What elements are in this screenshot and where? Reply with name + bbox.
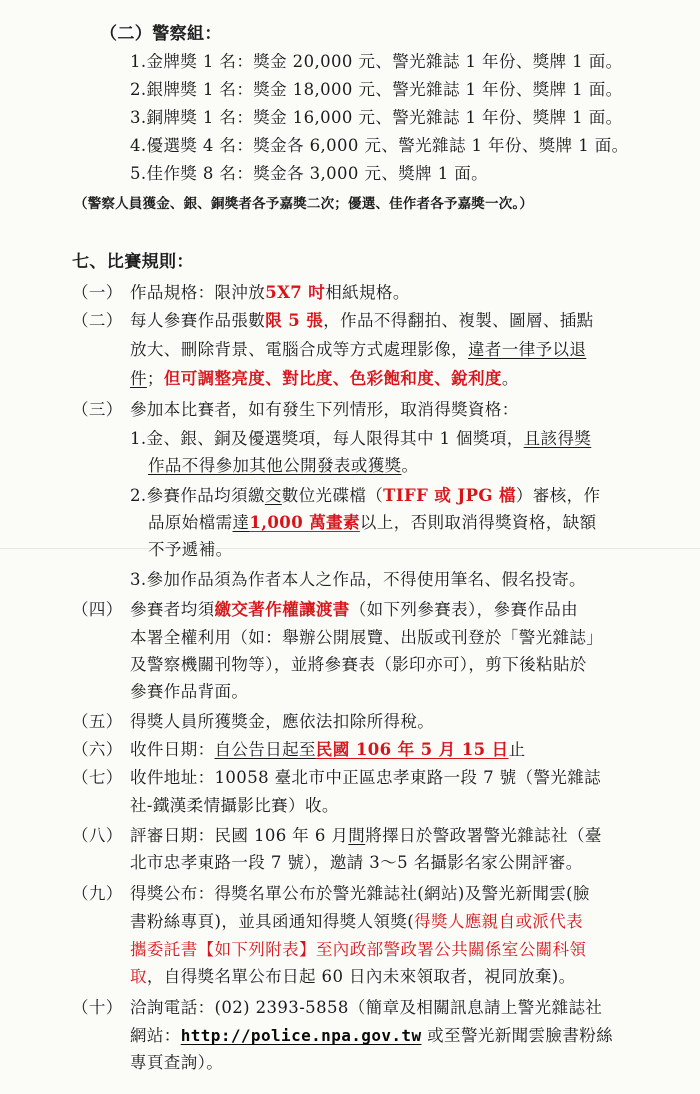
rule-8-number: （八） xyxy=(72,826,123,845)
rule-5-number: （五） xyxy=(72,712,123,731)
rule-9-line-2: 書粉絲專頁)，並具函通知得獎人領獎(得獎人應親自或派代表 xyxy=(130,912,584,931)
rule-10-line-3: 專頁查詢）。 xyxy=(130,1053,224,1072)
rule-7-line-2: 社-鐵漢柔情攝影比賽）收。 xyxy=(130,796,339,815)
police-website-link[interactable]: http://police.npa.gov.tw xyxy=(180,1026,422,1045)
rule-9-line-1: 得獎公布：得獎名單公布於警光雜誌社(網站)及警光新聞雲(臉 xyxy=(130,884,590,903)
rule-4-line-2: 本署全權利用（如：舉辦公開展覽、出版或刊登於「警光雜誌」 xyxy=(130,628,604,647)
rule-9-line-4: 取，自得獎名單公布日起 60 日內未來領取者，視同放棄)。 xyxy=(130,967,576,986)
rule-4-line-3: 及警察機關刊物等），並將參賽表（影印亦可），剪下後粘貼於 xyxy=(130,655,587,674)
rule-8-line-1: 評審日期：民國 106 年 6 月間將擇日於警政署警光雜誌社（臺 xyxy=(130,826,602,845)
prize-honorable: 5.佳作獎 8 名：獎金各 3,000 元、獎牌 1 面。 xyxy=(130,164,489,183)
rule-6-text: 收件日期：自公告日起至民國 106 年 5 月 15 日止 xyxy=(130,740,526,759)
rule-7-line-1: 收件地址：10058 臺北市中正區忠孝東路一段 7 號（警光雜誌 xyxy=(130,768,602,787)
rule-2-line-2: 放大、刪除背景、電腦合成等方式處理影像，違者一律予以退 xyxy=(130,340,587,359)
rule-7-number: （七） xyxy=(72,768,123,787)
rule-10-number: （十） xyxy=(72,998,123,1017)
prize-bronze: 3.銅牌獎 1 名：獎金 16,000 元、警光雜誌 1 年份、獎牌 1 面。 xyxy=(130,108,623,127)
rule-3-item-2-cont-2: 不予遞補。 xyxy=(148,540,233,559)
paper-fold-line xyxy=(0,548,700,549)
rule-9-line-3: 攜委託書【如下列附表】至內政部警政署公共關係室公關科領 xyxy=(130,940,587,959)
rule-9-number: （九） xyxy=(72,884,123,903)
rule-8-line-2: 北市忠孝東路一段 7 號），邀請 3～5 名攝影名家公開評審。 xyxy=(130,853,583,872)
prize-merit: 4.優選獎 4 名：獎金各 6,000 元、警光雜誌 1 年份、獎牌 1 面。 xyxy=(130,136,629,155)
rule-3-item-2: 2.參賽作品均須繳交數位光碟檔（TIFF 或 JPG 檔）審核，作 xyxy=(130,486,601,505)
rule-3-number: （三） xyxy=(72,400,123,419)
prize-gold: 1.金牌獎 1 名：獎金 20,000 元、警光雜誌 1 年份、獎牌 1 面。 xyxy=(130,52,623,71)
rule-10-line-1: 洽詢電話：(02) 2393-5858（簡章及相關訊息請上警光雜誌社 xyxy=(130,998,603,1017)
rule-4-line-4: 參賽作品背面。 xyxy=(130,682,249,701)
rule-3-intro: 參加本比賽者，如有發生下列情形，取消得獎資格： xyxy=(130,400,519,419)
rule-1-number: （一） xyxy=(72,283,123,302)
rule-3-item-3: 3.參加作品須為作者本人之作品，不得使用筆名、假名投寄。 xyxy=(130,570,586,589)
rule-3-item-2-cont: 品原始檔需達1,000 萬畫素以上，否則取消得獎資格，缺額 xyxy=(148,513,597,532)
police-group-heading: （二）警察組： xyxy=(100,24,222,44)
rule-4-line-1: 參賽者均須繳交著作權讓渡書（如下列參賽表），參賽作品由 xyxy=(130,600,579,619)
rule-5-text: 得獎人員所獲獎金，應依法扣除所得稅。 xyxy=(130,712,435,731)
rule-10-line-2: 網站：http://police.npa.gov.tw 或至警光新聞雲臉書粉絲 xyxy=(130,1026,614,1045)
rule-2-line-3: 件；但可調整亮度、對比度、色彩飽和度、銳利度。 xyxy=(130,369,519,388)
rule-3-item-1: 1.金、銀、銅及優選獎項，每人限得其中 1 個獎項，且該得獎 xyxy=(130,429,592,448)
rules-heading: 七、比賽規則： xyxy=(72,252,194,272)
prize-silver: 2.銀牌獎 1 名：獎金 18,000 元、警光雜誌 1 年份、獎牌 1 面。 xyxy=(130,80,623,99)
police-commendation-note: （警察人員獲金、銀、銅獎者各予嘉獎二次；優選、佳作者各予嘉獎一次。） xyxy=(74,196,534,212)
rule-4-number: （四） xyxy=(72,600,123,619)
rule-2-number: （二） xyxy=(72,311,123,330)
rule-6-number: （六） xyxy=(72,740,123,759)
rule-2-line-1: 每人參賽作品張數限 5 張，作品不得翻拍、複製、圖層、插點 xyxy=(130,311,594,330)
rule-3-item-1-cont: 作品不得參加其他公開發表或獲獎。 xyxy=(148,456,419,475)
rule-1-text: 作品規格：限沖放5X7 吋相紙規格。 xyxy=(130,283,410,302)
